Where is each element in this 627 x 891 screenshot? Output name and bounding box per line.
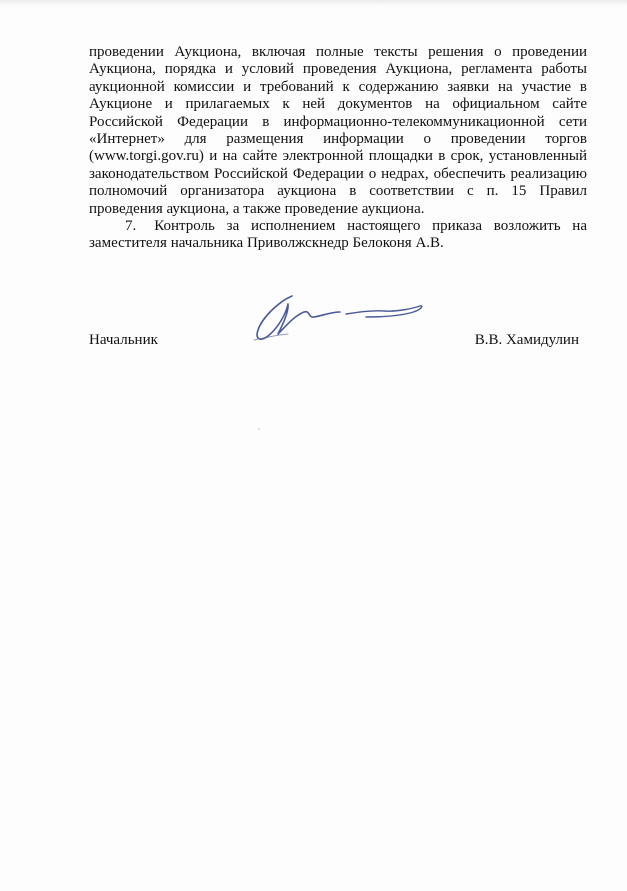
item-7-text: Контроль за исполнением настоящего приказа возложить на заместителя начальника Приволжскнедр Белоконя А.В. xyxy=(89,218,587,252)
item-7-number: 7. xyxy=(125,218,137,235)
signature-stroke xyxy=(257,296,340,339)
signature-stroke xyxy=(346,306,422,317)
document-body xyxy=(89,44,587,253)
paragraph-continuation: проведении Аукциона, включая полные тексты решения о проведении Аукциона, порядка и условий проведения Аукциона, регламента работы аукционной комиссии и требований к содержанию заявки на участие в Аукционе и прилагаемых к ней документов на официальном сайте Российской Федерации в информационно-телекоммуникационной сети «Интернет» для размещения информации о проведении торгов (www.torgi.gov.ru) и на сайте электронной площадки в срок, установленный законодательством Российской Федерации о недрах, обеспечить реализацию полномочий организатора аукциона в соответствии с п. 15 Правил проведения аукциона, а также проведение аукциона. xyxy=(89,44,587,217)
signature-stroke xyxy=(254,334,288,340)
scan-speck xyxy=(258,428,260,430)
position-title: Начальник xyxy=(89,332,158,348)
handwritten-signature xyxy=(248,292,428,352)
paragraph-item-7 xyxy=(89,218,587,253)
scan-top-edge xyxy=(0,0,627,6)
signer-name: В.В. Хамидулин xyxy=(474,332,579,348)
